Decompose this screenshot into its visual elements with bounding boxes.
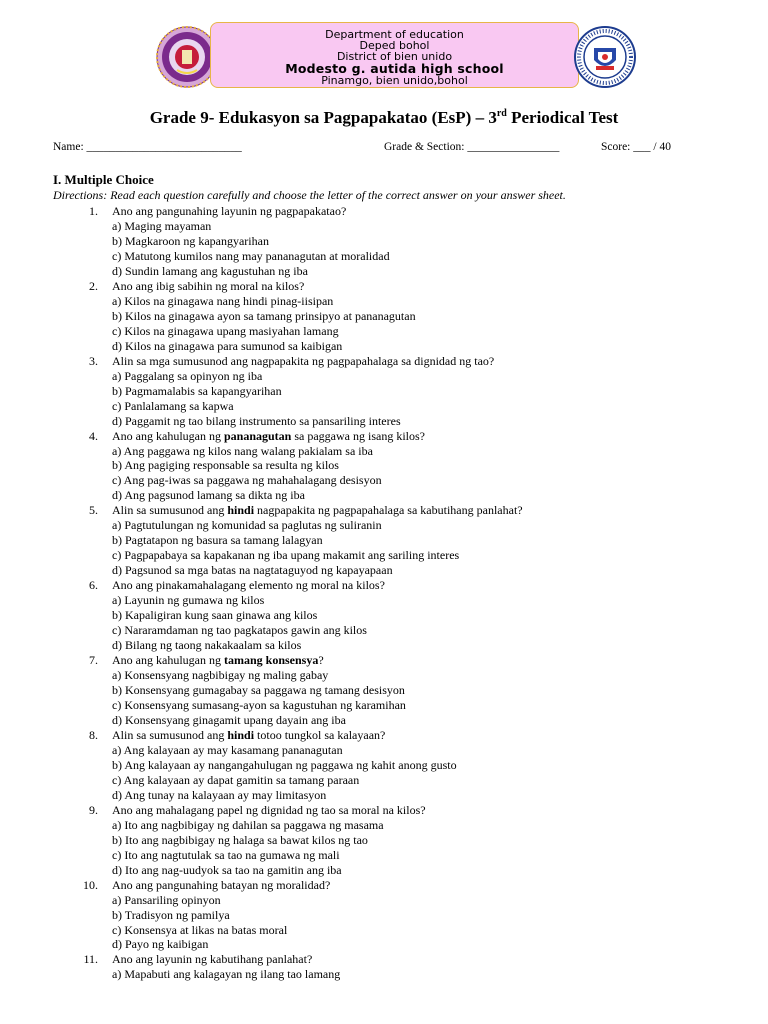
- section-heading: I. Multiple Choice: [53, 172, 154, 187]
- question-number: 9.: [89, 802, 98, 817]
- answer-option-row: [0, 458, 768, 473]
- answer-option-row: [0, 399, 768, 414]
- answer-option: d) Bilang ng taong nakakaalam sa kilos: [112, 638, 302, 653]
- question-text-part: Ano ang pangunahing layunin ng pagpapakatao?: [112, 204, 347, 218]
- answer-option-row: [0, 788, 768, 803]
- question-emphasis: hindi: [227, 503, 255, 518]
- answer-option: b) Kapaligiran kung saan ginawa ang kilos: [112, 608, 318, 623]
- question-list: [0, 204, 768, 982]
- test-title: [0, 108, 768, 128]
- answer-option-row: [0, 309, 768, 324]
- answer-option-row: [0, 833, 768, 848]
- answer-option: d) Ito ang nag-uudyok sa tao na gamitin ang iba: [112, 862, 342, 877]
- question-text-part: Ano ang pangunahing batayan ng moralidad?: [112, 877, 331, 892]
- answer-option-row: [0, 758, 768, 773]
- answer-option: b) Kilos na ginagawa ayon sa tamang prinsipyo at pananagutan: [112, 308, 416, 323]
- answer-option: b) Pagmamalabis sa kapangyarihan: [112, 383, 282, 398]
- answer-option: c) Konsensyang sumasang-ayon sa kagustuhan ng karamihan: [112, 697, 406, 712]
- answer-option-row: [0, 818, 768, 833]
- answer-option-row: [0, 593, 768, 608]
- name-field: Name: ___________________________: [53, 141, 242, 153]
- deped-seal-logo: [574, 26, 636, 88]
- question-text: [112, 503, 523, 518]
- question-item: [0, 952, 768, 967]
- department-line: Department of education: [325, 28, 464, 41]
- answer-option: d) Ang pagsunod lamang sa dikta ng iba: [112, 488, 305, 503]
- answer-option-row: [0, 249, 768, 264]
- answer-option: c) Ito ang nagtutulak sa tao na gumawa ng mali: [112, 847, 340, 862]
- answer-option-row: [0, 773, 768, 788]
- question-item: [0, 279, 768, 294]
- question-text: [112, 728, 385, 743]
- answer-option: c) Panlalamang sa kapwa: [112, 398, 234, 413]
- question-text: [112, 279, 304, 294]
- question-text-part: nagpapakita ng pagpapahalaga sa kabutihang panlahat?: [254, 503, 523, 518]
- answer-option-row: [0, 863, 768, 878]
- question-item: [0, 578, 768, 593]
- answer-option: a) Kilos na ginagawa nang hindi pinag-iisipan: [112, 293, 334, 308]
- question-text: [112, 653, 324, 668]
- answer-option: a) Ito ang nagbibigay ng dahilan sa paggawa ng masama: [112, 817, 384, 832]
- answer-option-row: [0, 908, 768, 923]
- question-text: [112, 429, 425, 444]
- question-item: [0, 803, 768, 818]
- answer-option: a) Pagtutulungan ng komunidad sa paglutas ng suliranin: [112, 518, 382, 533]
- question-number: 1.: [89, 204, 98, 218]
- answer-option: a) Layunin ng gumawa ng kilos: [112, 593, 265, 608]
- question-text-part: totoo tungkol sa kalayaan?: [254, 727, 386, 742]
- answer-option-row: [0, 518, 768, 533]
- header-banner: [210, 22, 579, 88]
- question-text-part: Alin sa sumusunod ang: [112, 503, 228, 518]
- answer-option-row: [0, 638, 768, 653]
- question-text-part: Alin sa sumusunod ang: [112, 727, 228, 742]
- question-text: [112, 952, 312, 967]
- question-number: 3.: [89, 353, 98, 368]
- title-tail: Periodical Test: [506, 108, 619, 127]
- question-number: 6.: [89, 578, 98, 593]
- question-emphasis: tamang konsensya: [223, 653, 319, 668]
- answer-option: c) Kilos na ginagawa upang masiyahan lamang: [112, 323, 339, 338]
- answer-option-row: [0, 473, 768, 488]
- answer-option: d) Ang tunay na kalayaan ay may limitasyon: [112, 787, 327, 802]
- question-item: [0, 204, 768, 219]
- answer-option-row: [0, 548, 768, 563]
- answer-option: c) Ang pag-iwas sa paggawa ng mahahalagang desisyon: [112, 473, 382, 488]
- answer-option-row: [0, 324, 768, 339]
- answer-option-row: [0, 444, 768, 459]
- question-text-part: Ano ang mahalagang papel ng dignidad ng tao sa moral na kilos?: [112, 802, 426, 817]
- answer-option-row: [0, 563, 768, 578]
- question-number: 11.: [83, 952, 98, 967]
- title-superscript: rd: [496, 108, 507, 119]
- answer-option: a) Konsensyang nagbibigay ng maling gabay: [112, 668, 329, 683]
- answer-option: a) Ang kalayaan ay may kasamang pananagutan: [112, 742, 343, 757]
- school-seal-logo: [156, 26, 218, 88]
- answer-option: a) Pansariling opinyon: [112, 892, 221, 907]
- answer-option: a) Maging mayaman: [112, 218, 212, 233]
- answer-option: a) Mapabuti ang kalagayan ng ilang tao lamang: [112, 967, 341, 982]
- question-text-part: sa paggawa ng isang kilos?: [291, 428, 425, 443]
- question-item: [0, 429, 768, 444]
- answer-option-row: [0, 923, 768, 938]
- answer-option-row: [0, 668, 768, 683]
- answer-option-row: [0, 743, 768, 758]
- question-text: [112, 204, 346, 219]
- question-text: [112, 878, 330, 893]
- answer-option: b) Pagtatapon ng basura sa tamang lalagyan: [112, 533, 323, 548]
- answer-option: b) Ito ang nagbibigay ng halaga sa bawat kilos ng tao: [112, 832, 368, 847]
- answer-option-row: [0, 369, 768, 384]
- question-text-part: ?: [318, 653, 324, 668]
- answer-option-row: [0, 488, 768, 503]
- answer-option-row: [0, 294, 768, 309]
- answer-option: d) Konsensyang ginagamit upang dayain ang iba: [112, 712, 346, 727]
- question-emphasis: pananagutan: [223, 428, 292, 443]
- question-item: [0, 503, 768, 518]
- district-line: District of bien unido: [336, 50, 453, 63]
- answer-option: c) Nararamdaman ng tao pagkatapos gawin ang kilos: [112, 623, 367, 638]
- answer-option-row: [0, 967, 768, 982]
- title-main: Grade 9- Edukasyon sa Pagpapakatao (EsP) – 3: [149, 108, 497, 127]
- answer-option: c) Pagpapabaya sa kapakanan ng iba upang makamit ang sariling interes: [112, 548, 460, 563]
- answer-option-row: [0, 264, 768, 279]
- answer-option-row: [0, 384, 768, 399]
- answer-option-row: [0, 683, 768, 698]
- question-text: [112, 354, 494, 369]
- answer-option-row: [0, 937, 768, 952]
- question-item: [0, 728, 768, 743]
- answer-option: d) Pagsunod sa mga batas na nagtataguyod ng kapayapaan: [112, 563, 393, 578]
- question-number: 7.: [89, 653, 98, 668]
- answer-option: b) Ang pagiging responsable sa resulta ng kilos: [112, 458, 339, 473]
- answer-option: b) Konsensyang gumagabay sa paggawa ng tamang desisyon: [112, 683, 405, 697]
- question-text: [112, 578, 385, 593]
- question-text-part: Alin sa mga sumusunod ang nagpapakita ng pagpapahalaga sa dignidad ng tao?: [112, 353, 495, 368]
- grade-section-field: Grade & Section: ________________: [384, 141, 560, 153]
- answer-option: c) Matutong kumilos nang may pananagutan at moralidad: [112, 248, 390, 263]
- question-number: 10.: [83, 877, 98, 892]
- directions: Directions: Read each question carefully and choose the letter of the correct answer on your answer sheet.: [53, 188, 566, 202]
- score-field: Score: ___ / 40: [601, 141, 671, 153]
- question-emphasis: hindi: [227, 727, 255, 742]
- answer-option-row: [0, 219, 768, 234]
- question-text-part: Ano ang kahulugan ng: [112, 428, 224, 443]
- answer-option-row: [0, 608, 768, 623]
- question-text-part: Ano ang ibig sabihin ng moral na kilos?: [112, 278, 305, 293]
- question-number: 5.: [89, 503, 98, 518]
- question-item: [0, 878, 768, 893]
- answer-option-row: [0, 533, 768, 548]
- answer-option: c) Konsensya at likas na batas moral: [112, 922, 288, 937]
- answer-option: d) Payo ng kaibigan: [112, 937, 209, 952]
- answer-option: b) Tradisyon ng pamilya: [112, 907, 230, 922]
- question-item: [0, 354, 768, 369]
- answer-option: c) Ang kalayaan ay dapat gamitin sa tamang paraan: [112, 772, 360, 787]
- school-name: Modesto g. autida high school: [285, 61, 504, 76]
- question-number: 8.: [89, 727, 98, 742]
- question-item: [0, 653, 768, 668]
- school-address: Pinamgo, bien unido,bohol: [321, 74, 468, 87]
- answer-option: d) Kilos na ginagawa para sumunod sa kaibigan: [112, 338, 343, 353]
- question-number: 4.: [89, 428, 98, 443]
- answer-option: a) Ang paggawa ng kilos nang walang pakialam sa iba: [112, 443, 373, 458]
- answer-option-row: [0, 339, 768, 354]
- answer-option-row: [0, 713, 768, 728]
- answer-option: a) Paggalang sa opinyon ng iba: [112, 368, 263, 383]
- question-text-part: Ano ang kahulugan ng: [112, 653, 224, 668]
- division-line: Deped bohol: [359, 39, 430, 52]
- answer-option-row: [0, 623, 768, 638]
- answer-option-row: [0, 698, 768, 713]
- answer-option: d) Sundin lamang ang kagustuhan ng iba: [112, 263, 308, 278]
- answer-option-row: [0, 414, 768, 429]
- answer-option: b) Ang kalayaan ay nangangahulugan ng paggawa ng kahit anong gusto: [112, 757, 457, 772]
- question-text: [112, 803, 426, 818]
- question-text-part: Ano ang pinakamahalagang elemento ng moral na kilos?: [112, 578, 385, 593]
- answer-option: b) Magkaroon ng kapangyarihan: [112, 233, 269, 248]
- question-number: 2.: [89, 278, 98, 293]
- answer-option-row: [0, 234, 768, 249]
- answer-option: d) Paggamit ng tao bilang instrumento sa pansariling interes: [112, 413, 401, 428]
- answer-option-row: [0, 848, 768, 863]
- answer-option-row: [0, 893, 768, 908]
- question-text-part: Ano ang layunin ng kabutihang panlahat?: [112, 952, 313, 967]
